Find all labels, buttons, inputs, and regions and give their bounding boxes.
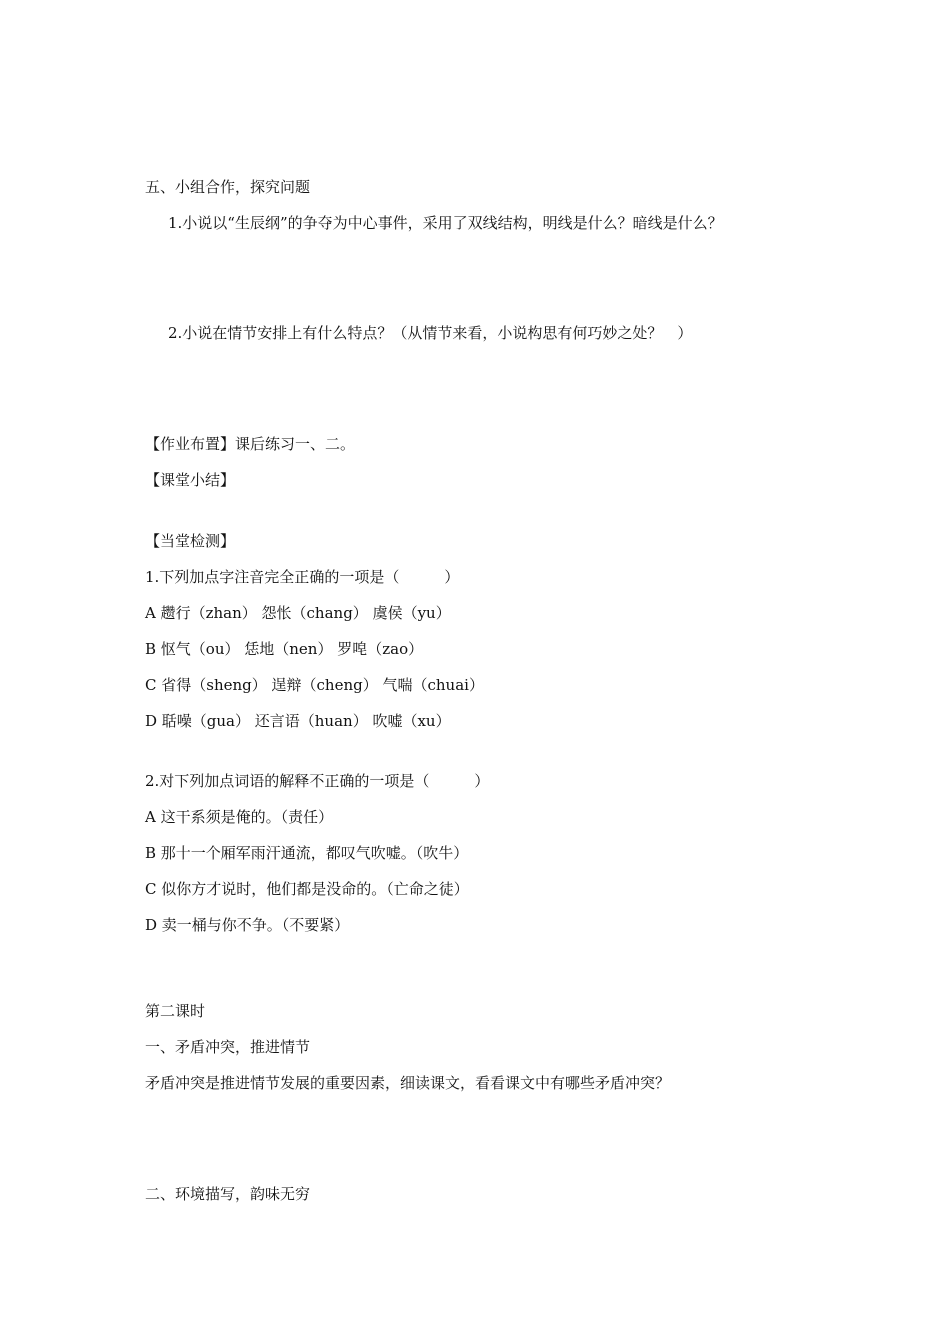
test-q2-option-b: B 那十一个厢军雨汗通流，都叹气吹嘘。（吹牛） xyxy=(145,844,469,862)
test-q1-option-a: A 趱行（zhan） 怨怅（chang） 虞侯（yu） xyxy=(145,604,451,622)
test-q1-stem: 1.下列加点字注音完全正确的一项是（ ） xyxy=(145,568,460,586)
class-summary: 【课堂小结】 xyxy=(145,471,236,489)
homework-assignment: 【作业布置】课后练习一、二。 xyxy=(145,435,356,453)
lesson2-title: 第二课时 xyxy=(145,1002,206,1020)
test-q2-option-c: C 似你方才说时，他们都是没命的。（亡命之徒） xyxy=(145,880,469,898)
section5-heading: 五、小组合作，探究问题 xyxy=(145,178,311,196)
lesson2-part2-heading: 二、环境描写，韵味无穷 xyxy=(145,1185,311,1203)
test-q2-option-d: D 卖一桶与你不争。（不要紧） xyxy=(145,916,350,934)
test-q2-stem: 2.对下列加点词语的解释不正确的一项是（ ） xyxy=(145,772,490,790)
section5-question-2: 2.小说在情节安排上有什么特点？（从情节来看，小说构思有何巧妙之处？ ） xyxy=(168,324,693,342)
section5-question-1: 1.小说以“生辰纲”的争夺为中心事件，采用了双线结构，明线是什么？暗线是什么？ xyxy=(168,214,723,232)
lesson2-part1-text: 矛盾冲突是推进情节发展的重要因素，细读课文，看看课文中有哪些矛盾冲突？ xyxy=(145,1074,671,1092)
test-q1-option-c: C 省得（sheng） 逞辩（cheng） 气喘（chuai） xyxy=(145,676,484,694)
test-heading: 【当堂检测】 xyxy=(145,532,236,550)
test-q1-option-d: D 聒噪（gua） 还言语（huan） 吹嘘（xu） xyxy=(145,712,451,730)
test-q1-option-b: B 怄气（ou） 恁地（nen） 罗唣（zao） xyxy=(145,640,424,658)
test-q2-option-a: A 这干系须是俺的。（责任） xyxy=(145,808,334,826)
lesson2-part1-heading: 一、矛盾冲突，推进情节 xyxy=(145,1038,311,1056)
